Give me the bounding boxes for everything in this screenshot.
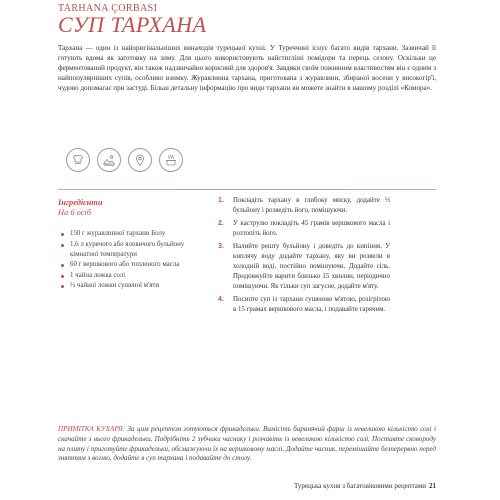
recipe-icons — [66, 148, 183, 172]
recipe-original-title: TARHANA ÇORBASI — [58, 3, 158, 14]
location-pin-icon — [128, 148, 152, 172]
method-steps — [218, 196, 390, 318]
chef-note-text: За цим рецептом готуються фрикадельки. Вимісіть баранячий фарш із невеликою кількістю солі і скачайте з нього фрикадельки. Подрібніть 2 зубчики часнику і розчавіть із невеликою кількістю солі. Поставте сковороду на плиту і приготуйте фрикадельки, обсмажуючи їх на вершковому маслі. Додайте часник, перемішайте безперервно перед зняттям з вогню, додайте в суп тархана і подавайте до столу. — [58, 425, 436, 463]
step-number: 2. — [218, 220, 224, 227]
step-text: Покладіть тархану в глибоку миску, додайте ⅓ бульйону і розведіть його, помішуючи. — [233, 197, 390, 214]
ingredients-list — [58, 229, 198, 291]
ingredient-item: 1 чайна ложка солі — [58, 271, 198, 281]
section-divider — [58, 189, 436, 190]
divider-accent-left — [58, 189, 176, 190]
step-number: 1. — [218, 197, 224, 204]
chef-note-label: ПРИМІТКА КУХАРЯ: — [58, 425, 126, 433]
step-text: Посипте суп із тархани сушеною м'ятою, розігрітою в 15 грамах вершкового масла, і подавайте гарячим. — [233, 296, 390, 313]
servings-label: На 6 осіб — [58, 208, 92, 217]
footer-book-title: Турецька кухня з багатовіковими рецептами — [294, 482, 426, 490]
intro-paragraph: Тархана — один із найоригінальніших винаходів турецької кухні. У Туреччині існує багато видів тархани. Зазвичай її готують вдома як заготовку на зиму. Для цього використовують найстигліші помідори та перець сезону. Оскільки це ферментований продукт, він також надзвичайно корисний для здоров'я. Завдяки своїм поживним властивостям він є одним з найпопулярніших супів, особливо взимку. Журавлинна тархана, приготована з журавлини, збираної восени у високогір'ї, чудово допомагає при застуді. Більш детальну інформацію про види тархани ви можете знайти в нашому розділі «Комора». — [58, 44, 436, 93]
steaming-pot-icon — [159, 148, 183, 172]
ingredient-item: 150 г журавлинної тархани Болу — [58, 229, 198, 239]
step-text: Налийте решту бульйону і доведіть до кипіння. У киплячу воду додайте тархану, яку ви розвели в холодній воді, постійно помішуючи. Додайте сіль. Продовжуйте варити близько 15 хвилин, періодично помішуючи. Як тільки суп загусне, додайте м'яту. — [233, 243, 390, 290]
ingredient-item: 1,6 л курячого або яловичого бульйону кімнатної температури — [58, 240, 198, 260]
method-step — [218, 295, 390, 315]
page-footer — [294, 482, 436, 490]
ingredients-heading: Інгредієнти — [58, 198, 103, 207]
step-number: 3. — [218, 243, 224, 250]
recipe-title: СУП ТАРХАНА — [58, 12, 207, 37]
ingredients-section — [58, 198, 198, 292]
method-step — [218, 219, 390, 239]
divider-accent-right — [348, 189, 436, 190]
method-step — [218, 242, 390, 292]
method-step — [218, 196, 390, 216]
chef-hat-icon — [66, 148, 90, 172]
ingredient-item: 60 г вершкового або топленого масла — [58, 260, 198, 270]
step-number: 4. — [218, 296, 224, 303]
ingredient-item: ½ чайної ложки сушеної м'яти — [58, 281, 198, 291]
landscape-icon — [97, 148, 121, 172]
step-text: У каструлю покладіть 45 грамів вершкового масла і розтопіть його. — [233, 220, 390, 237]
chef-note — [58, 425, 436, 464]
page-number: 21 — [429, 482, 436, 490]
